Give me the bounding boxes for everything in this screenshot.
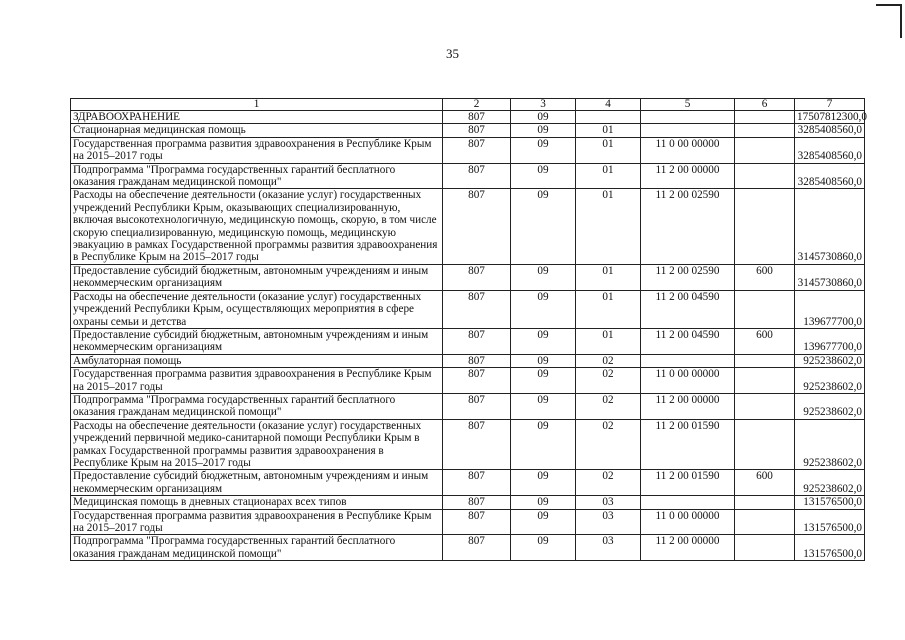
amount-cell: 925238602,0 bbox=[795, 368, 865, 394]
table-row bbox=[71, 124, 865, 137]
code-ministry-cell: 807 bbox=[443, 354, 511, 367]
row-name-cell: Предоставление субсидий бюджетным, автономным учреждениям и иным некоммерческим организациям bbox=[71, 264, 443, 290]
code-subsection-cell: 03 bbox=[576, 535, 641, 561]
expense-type-cell: 600 bbox=[735, 328, 795, 354]
code-section-cell: 09 bbox=[511, 328, 576, 354]
code-section-cell: 09 bbox=[511, 535, 576, 561]
target-item-cell: 11 2 00 02590 bbox=[641, 189, 735, 264]
target-item-cell: 11 2 00 04590 bbox=[641, 290, 735, 328]
code-ministry-cell: 807 bbox=[443, 163, 511, 189]
header-cell: 1 bbox=[71, 99, 443, 111]
target-item-cell: 11 0 00 00000 bbox=[641, 368, 735, 394]
code-section-cell: 09 bbox=[511, 470, 576, 496]
amount-cell: 925238602,0 bbox=[795, 354, 865, 367]
row-name-cell: Амбулаторная помощь bbox=[71, 354, 443, 367]
target-item-cell bbox=[641, 124, 735, 137]
amount-cell: 131576500,0 bbox=[795, 496, 865, 509]
code-subsection-cell: 02 bbox=[576, 419, 641, 470]
target-item-cell: 11 2 00 02590 bbox=[641, 264, 735, 290]
code-subsection-cell: 01 bbox=[576, 124, 641, 137]
amount-cell: 139677700,0 bbox=[795, 328, 865, 354]
row-name-cell: Медицинская помощь в дневных стационарах всех типов bbox=[71, 496, 443, 509]
code-section-cell: 09 bbox=[511, 354, 576, 367]
code-subsection-cell: 02 bbox=[576, 368, 641, 394]
code-section-cell: 09 bbox=[511, 290, 576, 328]
code-subsection-cell: 02 bbox=[576, 354, 641, 367]
target-item-cell: 11 2 00 01590 bbox=[641, 419, 735, 470]
code-section-cell: 09 bbox=[511, 368, 576, 394]
amount-cell: 925238602,0 bbox=[795, 419, 865, 470]
expense-type-cell bbox=[735, 290, 795, 328]
header-cell: 7 bbox=[795, 99, 865, 111]
table-row bbox=[71, 264, 865, 290]
code-section-cell: 09 bbox=[511, 419, 576, 470]
target-item-cell bbox=[641, 354, 735, 367]
expense-type-cell bbox=[735, 535, 795, 561]
code-section-cell: 09 bbox=[511, 189, 576, 264]
amount-cell: 139677700,0 bbox=[795, 290, 865, 328]
code-ministry-cell: 807 bbox=[443, 509, 511, 535]
table-row bbox=[71, 354, 865, 367]
code-subsection-cell: 01 bbox=[576, 137, 641, 163]
header-cell: 2 bbox=[443, 99, 511, 111]
code-section-cell: 09 bbox=[511, 393, 576, 419]
target-item-cell bbox=[641, 496, 735, 509]
code-section-cell: 09 bbox=[511, 163, 576, 189]
code-ministry-cell: 807 bbox=[443, 111, 511, 124]
code-ministry-cell: 807 bbox=[443, 264, 511, 290]
code-subsection-cell: 02 bbox=[576, 470, 641, 496]
code-ministry-cell: 807 bbox=[443, 393, 511, 419]
amount-cell: 3285408560,0 bbox=[795, 124, 865, 137]
amount-cell: 3145730860,0 bbox=[795, 189, 865, 264]
row-name-cell: Государственная программа развития здравоохранения в Республике Крым на 2015–2017 годы bbox=[71, 137, 443, 163]
code-ministry-cell: 807 bbox=[443, 496, 511, 509]
row-name-cell: Государственная программа развития здравоохранения в Республике Крым на 2015–2017 годы bbox=[71, 368, 443, 394]
amount-cell: 3285408560,0 bbox=[795, 137, 865, 163]
code-subsection-cell: 01 bbox=[576, 163, 641, 189]
table-row bbox=[71, 535, 865, 561]
target-item-cell: 11 2 00 00000 bbox=[641, 163, 735, 189]
amount-cell: 925238602,0 bbox=[795, 470, 865, 496]
code-ministry-cell: 807 bbox=[443, 124, 511, 137]
code-ministry-cell: 807 bbox=[443, 189, 511, 264]
code-section-cell: 09 bbox=[511, 137, 576, 163]
code-subsection-cell: 03 bbox=[576, 509, 641, 535]
table-row bbox=[71, 328, 865, 354]
code-ministry-cell: 807 bbox=[443, 419, 511, 470]
header-cell: 4 bbox=[576, 99, 641, 111]
page-number: 35 bbox=[446, 46, 459, 61]
target-item-cell: 11 0 00 00000 bbox=[641, 509, 735, 535]
expense-type-cell bbox=[735, 496, 795, 509]
code-subsection-cell: 01 bbox=[576, 189, 641, 264]
target-item-cell: 11 2 00 00000 bbox=[641, 535, 735, 561]
code-subsection-cell: 01 bbox=[576, 264, 641, 290]
amount-cell: 131576500,0 bbox=[795, 535, 865, 561]
table-row bbox=[71, 393, 865, 419]
amount-cell: 17507812300,0 bbox=[795, 111, 865, 124]
code-subsection-cell: 01 bbox=[576, 290, 641, 328]
header-cell: 5 bbox=[641, 99, 735, 111]
expense-type-cell bbox=[735, 509, 795, 535]
row-name-cell: ЗДРАВООХРАНЕНИЕ bbox=[71, 111, 443, 124]
row-name-cell: Подпрограмма "Программа государственных гарантий бесплатного оказания гражданам медицинской помощи" bbox=[71, 393, 443, 419]
code-ministry-cell: 807 bbox=[443, 137, 511, 163]
row-name-cell: Предоставление субсидий бюджетным, автономным учреждениям и иным некоммерческим организациям bbox=[71, 328, 443, 354]
expense-type-cell bbox=[735, 354, 795, 367]
row-name-cell: Расходы на обеспечение деятельности (оказание услуг) государственных учреждений первичной медико-санитарной помощи Республики Крым в рамках Государственной программы развития здравоохранения в Республике Крым на 2015–2017 годы bbox=[71, 419, 443, 470]
table-row bbox=[71, 189, 865, 264]
row-name-cell: Стационарная медицинская помощь bbox=[71, 124, 443, 137]
table-row bbox=[71, 368, 865, 394]
table-row bbox=[71, 163, 865, 189]
corner-mark-vertical bbox=[900, 4, 902, 38]
row-name-cell: Подпрограмма "Программа государственных гарантий бесплатного оказания гражданам медицинской помощи" bbox=[71, 163, 443, 189]
expense-type-cell bbox=[735, 368, 795, 394]
code-subsection-cell: 02 bbox=[576, 393, 641, 419]
code-ministry-cell: 807 bbox=[443, 290, 511, 328]
header-row bbox=[71, 99, 865, 111]
table-row bbox=[71, 137, 865, 163]
row-name-cell: Подпрограмма "Программа государственных гарантий бесплатного оказания гражданам медицинской помощи" bbox=[71, 535, 443, 561]
amount-cell: 3285408560,0 bbox=[795, 163, 865, 189]
code-ministry-cell: 807 bbox=[443, 470, 511, 496]
code-ministry-cell: 807 bbox=[443, 535, 511, 561]
table-row bbox=[71, 496, 865, 509]
table-row bbox=[71, 419, 865, 470]
expense-type-cell bbox=[735, 137, 795, 163]
target-item-cell: 11 2 00 04590 bbox=[641, 328, 735, 354]
row-name-cell: Расходы на обеспечение деятельности (оказание услуг) государственных учреждений Республики Крым, оказывающих специализированную, включая высокотехнологичную, медицинскую помощь, скорую, в том числе скорую специализированную, медицинскую помощь, медицинскую эвакуацию в рамках Государственной программы развития здравоохранения в Республике Крым на 2015–2017 годы bbox=[71, 189, 443, 264]
amount-cell: 131576500,0 bbox=[795, 509, 865, 535]
corner-mark bbox=[876, 4, 902, 6]
row-name-cell: Государственная программа развития здравоохранения в Республике Крым на 2015–2017 годы bbox=[71, 509, 443, 535]
row-name-cell: Предоставление субсидий бюджетным, автономным учреждениям и иным некоммерческим организациям bbox=[71, 470, 443, 496]
header-cell: 6 bbox=[735, 99, 795, 111]
expense-type-cell bbox=[735, 189, 795, 264]
row-name-cell: Расходы на обеспечение деятельности (оказание услуг) государственных учреждений Республики Крым, осуществляющих мероприятия в сфере охраны семьи и детства bbox=[71, 290, 443, 328]
code-ministry-cell: 807 bbox=[443, 328, 511, 354]
table-row bbox=[71, 111, 865, 124]
table-row bbox=[71, 470, 865, 496]
expense-type-cell bbox=[735, 111, 795, 124]
amount-cell: 925238602,0 bbox=[795, 393, 865, 419]
target-item-cell: 11 2 00 01590 bbox=[641, 470, 735, 496]
table-row bbox=[71, 509, 865, 535]
expense-type-cell bbox=[735, 419, 795, 470]
code-section-cell: 09 bbox=[511, 124, 576, 137]
budget-table bbox=[70, 98, 865, 561]
expense-type-cell bbox=[735, 393, 795, 419]
code-section-cell: 09 bbox=[511, 496, 576, 509]
code-ministry-cell: 807 bbox=[443, 368, 511, 394]
code-section-cell: 09 bbox=[511, 509, 576, 535]
amount-cell: 3145730860,0 bbox=[795, 264, 865, 290]
expense-type-cell: 600 bbox=[735, 470, 795, 496]
expense-type-cell bbox=[735, 124, 795, 137]
expense-type-cell: 600 bbox=[735, 264, 795, 290]
code-section-cell: 09 bbox=[511, 264, 576, 290]
code-subsection-cell: 03 bbox=[576, 496, 641, 509]
code-subsection-cell bbox=[576, 111, 641, 124]
target-item-cell: 11 2 00 00000 bbox=[641, 393, 735, 419]
code-subsection-cell: 01 bbox=[576, 328, 641, 354]
table-row bbox=[71, 290, 865, 328]
header-cell: 3 bbox=[511, 99, 576, 111]
target-item-cell: 11 0 00 00000 bbox=[641, 137, 735, 163]
expense-type-cell bbox=[735, 163, 795, 189]
target-item-cell bbox=[641, 111, 735, 124]
code-section-cell: 09 bbox=[511, 111, 576, 124]
